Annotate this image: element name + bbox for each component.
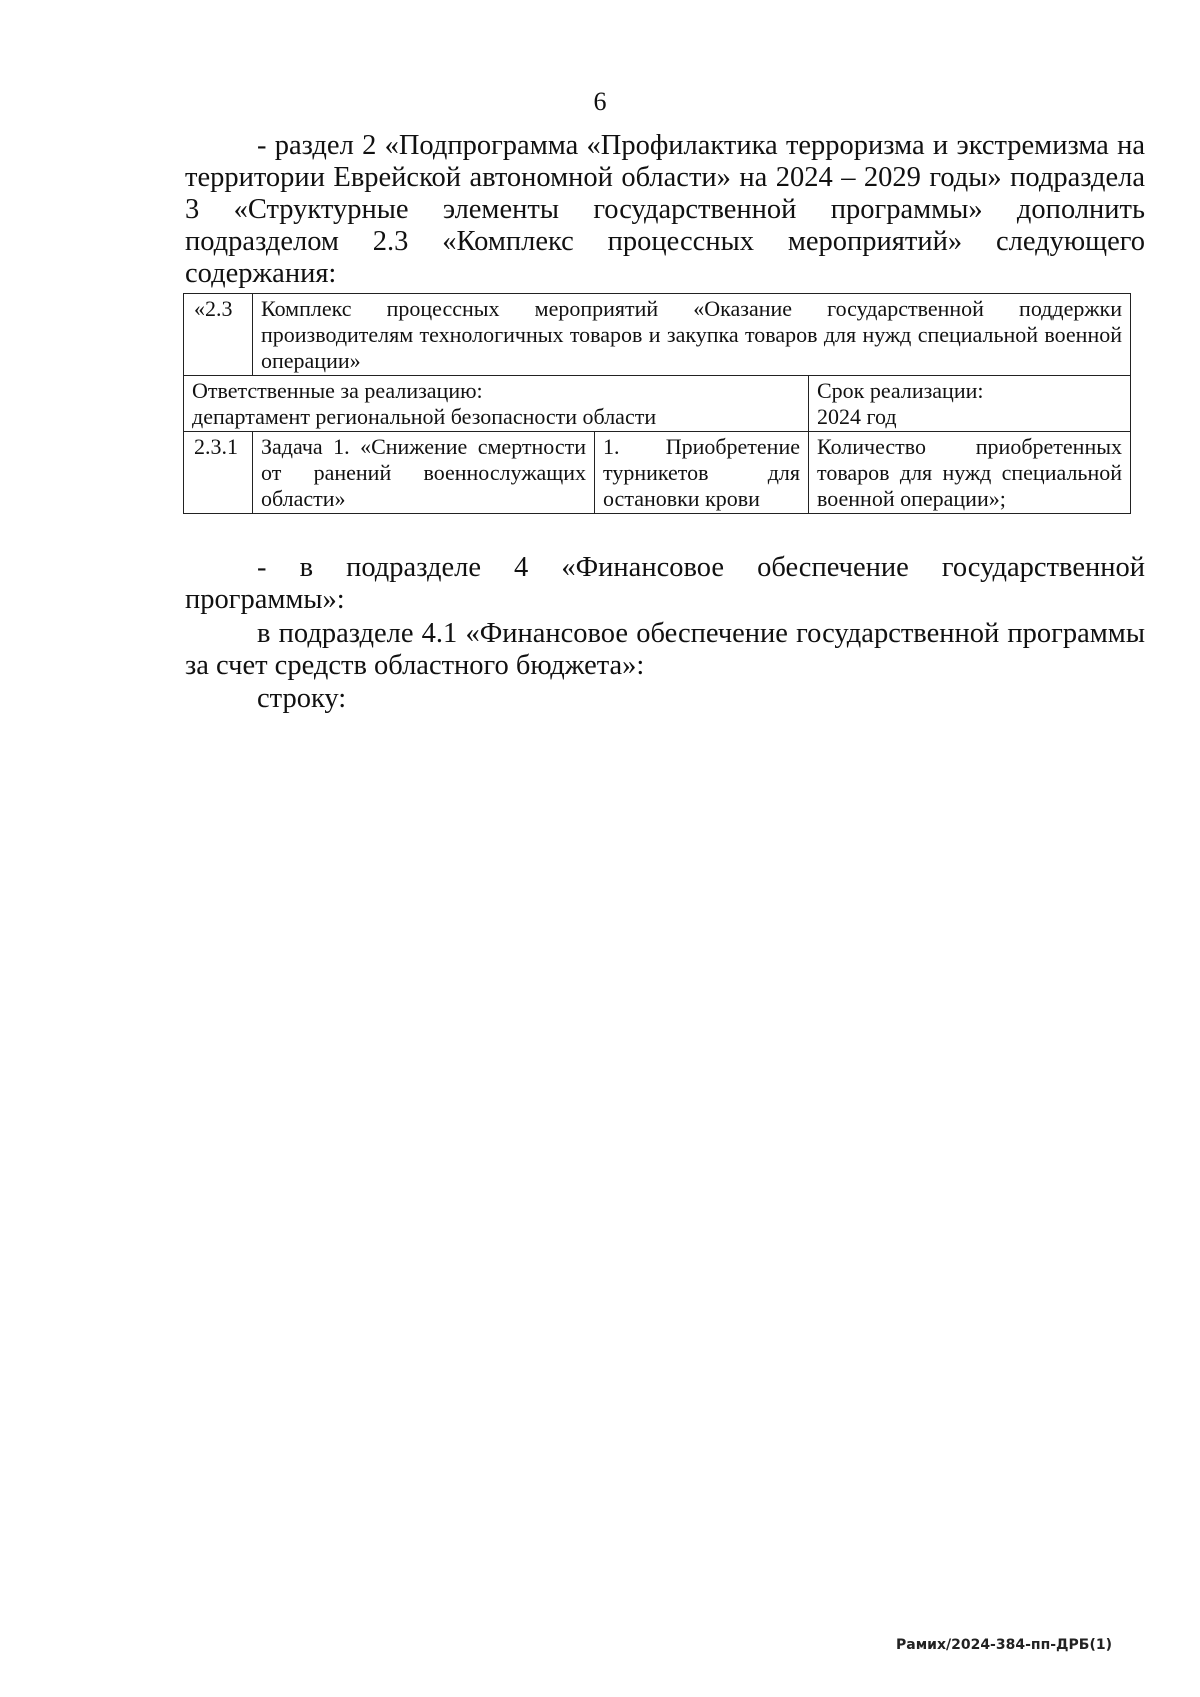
table-cell-number: 2.3.1 (184, 432, 253, 514)
page-number: 6 (593, 87, 607, 116)
table-cell-number: «2.3 (184, 294, 253, 376)
table-cell-responsible (184, 376, 809, 432)
table-cell-term (809, 376, 1131, 432)
table-row-responsible (184, 376, 1131, 432)
paragraph-line: строку: (257, 683, 347, 714)
term-label: Срок реализации: (817, 378, 984, 403)
paragraph-section-2-amendment: - раздел 2 «Подпрограмма «Профилактика терроризма и экстремизма на территории Еврейской автономной области» на 2024 – 2029 годы» подраздела 3 «Структурные элементы государственной программы» дополнить подразделом 2.3 «Комплекс процессных мероприятий» следующего содержания: (185, 130, 1145, 289)
responsible-value: департамент региональной безопасности области (192, 404, 657, 429)
table-cell-complex-title: Комплекс процессных мероприятий «Оказание государственной поддержки производителям технологичных товаров и закупка товаров для нужд специальной военной операции» (253, 294, 1131, 376)
term-value: 2024 год (817, 404, 897, 429)
amendment-table (183, 293, 1131, 514)
document-code: Рамих/2024-384-пп-ДРБ(1) (895, 1637, 1112, 1653)
table-row-2-3-1 (184, 432, 1131, 514)
table-cell-indicator: Количество приобретенных товаров для нужд специальной военной операции»; (809, 432, 1131, 514)
paragraph-subsection-4: - в подразделе 4 «Финансовое обеспечение государственной программы»: (185, 552, 1145, 615)
responsible-label: Ответственные за реализацию: (192, 378, 483, 403)
table-cell-event: 1. Приобретение турникетов для остановки крови (595, 432, 809, 514)
paragraph-subsection-4-1: в подразделе 4.1 «Финансовое обеспечение государственной программы за счет средств областного бюджета»: (185, 618, 1145, 681)
table-row-2-3 (184, 294, 1131, 376)
table-cell-task: Задача 1. «Снижение смертности от ранений военнослужащих области» (253, 432, 595, 514)
